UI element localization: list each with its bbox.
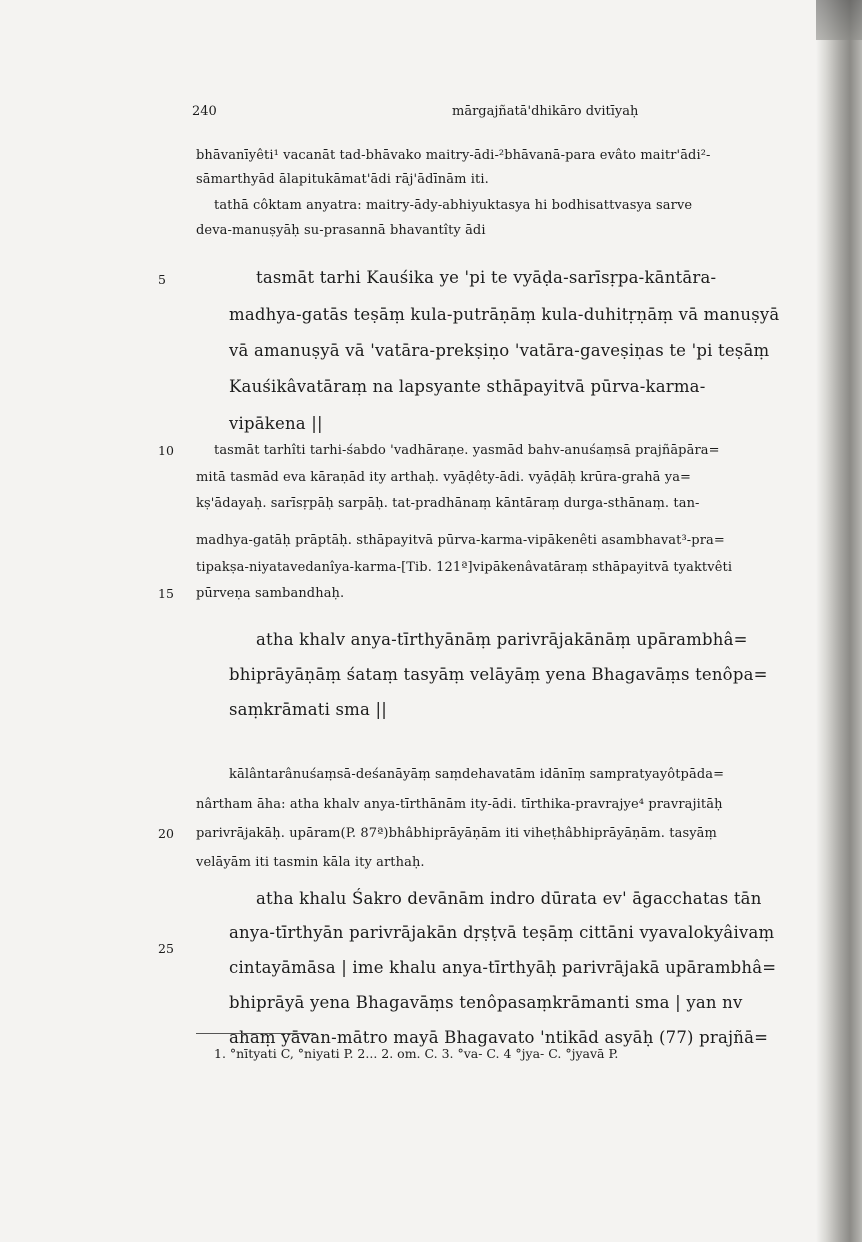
text-line: atha khalv anya-tīrthyānāṃ parivrājakānāṃ upārambhâ=	[256, 630, 748, 649]
text-line: bhāvanīyêti¹ vacanāt tad-bhāvako maitry-ādi-²bhāvanā-para evâto maitr'ādi²-	[196, 148, 711, 163]
text-line: parivrājakāḥ. upāram(P. 87ª)bhâbhiprāyāṇām iti viheṭhâbhiprāyāṇām. tasyāṃ	[196, 826, 717, 841]
text-line: nârtham āha: atha khalv anya-tīrthānām ity-ādi. tīrthika-pravrajye⁴ pravrajitāḥ	[196, 797, 723, 812]
text-line: madhya-gatās teṣāṃ kula-putrāṇāṃ kula-duhitṛṇāṃ vā manuṣyā	[229, 305, 780, 324]
line-number: 5	[158, 272, 166, 287]
text-line: anya-tīrthyān parivrājakān dṛṣṭvā teṣāṃ cittāni vyavalokyâivaṃ	[229, 923, 775, 942]
text-line: velāyām iti tasmin kāla ity arthaḥ.	[196, 855, 425, 870]
line-number: 15	[158, 586, 174, 601]
page-edge-corner	[816, 0, 862, 40]
text-line: vipākena ||	[229, 414, 323, 433]
page-number: 240	[192, 104, 217, 119]
text-line: cintayāmāsa | ime khalu anya-tīrthyāḥ parivrājakā upārambhâ=	[229, 958, 777, 977]
text-line: Kauśikâvatāraṃ na lapsyante sthāpayitvā pūrva-karma-	[229, 377, 706, 396]
running-title: mārgajñatā'dhikāro dvitīyaḥ	[452, 104, 639, 119]
text-line: pūrveṇa sambandhaḥ.	[196, 586, 345, 601]
text-line: bhiprāyāṇāṃ śataṃ tasyāṃ velāyāṃ yena Bhagavāṃs tenôpa=	[229, 665, 768, 684]
text-line: tathā côktam anyatra: maitry-ādy-abhiyuktasya hi bodhisattvasya sarve	[214, 198, 693, 213]
line-number: 25	[158, 941, 174, 956]
text-line: deva-manuṣyāḥ su-prasannā bhavantîty ādi	[196, 223, 486, 238]
footnotes: 1. °nītyati C, °niyati P. 2... 2. om. C. 3. °va- C. 4 °jya- C. °jyavā P.	[214, 1046, 619, 1061]
text-line: atha khalu Śakro devānām indro dūrata ev' āgacchatas tān	[256, 889, 762, 908]
text-line: ahaṃ yāvan-mātro mayā Bhagavato 'ntikād asyāḥ (77) prajñā=	[229, 1028, 769, 1047]
text-line: bhiprāyā yena Bhagavāṃs tenôpasaṃkrāmanti sma | yan nv	[229, 993, 743, 1012]
text-line: tipakṣa-niyatavedanîya-karma-[Tib. 121ª]vipākenâvatāraṃ sthāpayitvā tyaktvêti	[196, 560, 733, 575]
text-line: tasmāt tarhîti tarhi-śabdo 'vadhāraṇe. yasmād bahv-anuśaṃsā prajñāpāra=	[214, 443, 720, 458]
text-line: madhya-gatāḥ prāptāḥ. sthāpayitvā pūrva-karma-vipākenêti asambhavat³-pra=	[196, 533, 725, 548]
footnote-rule	[196, 1033, 316, 1034]
text-line: mitā tasmād eva kāraṇād ity arthaḥ. vyāḍêty-ādi. vyāḍāḥ krūra-grahā ya=	[196, 470, 692, 485]
text-line: tasmāt tarhi Kauśika ye 'pi te vyāḍa-sarīsṛpa-kāntāra-	[256, 268, 717, 287]
line-number: 10	[158, 443, 174, 458]
text-line: sāmarthyād ālapitukāmat'ādi rāj'ādīnām iti.	[196, 172, 489, 187]
text-line: kālântarânuśaṃsā-deśanāyāṃ saṃdehavatām idānīṃ sampratyayôtpāda=	[229, 767, 725, 782]
text-line: vā amanuṣyā vā 'vatāra-prekṣiṇo 'vatāra-gaveṣiṇas te 'pi teṣāṃ	[229, 341, 770, 360]
text-line: saṃkrāmati sma ||	[229, 700, 388, 719]
text-line: kṣ'ādayaḥ. sarīsṛpāḥ sarpāḥ. tat-pradhānaṃ kāntāraṃ durga-sthānaṃ. tan-	[196, 496, 700, 511]
line-number: 20	[158, 826, 174, 841]
page-edge-shadow	[816, 0, 862, 1242]
